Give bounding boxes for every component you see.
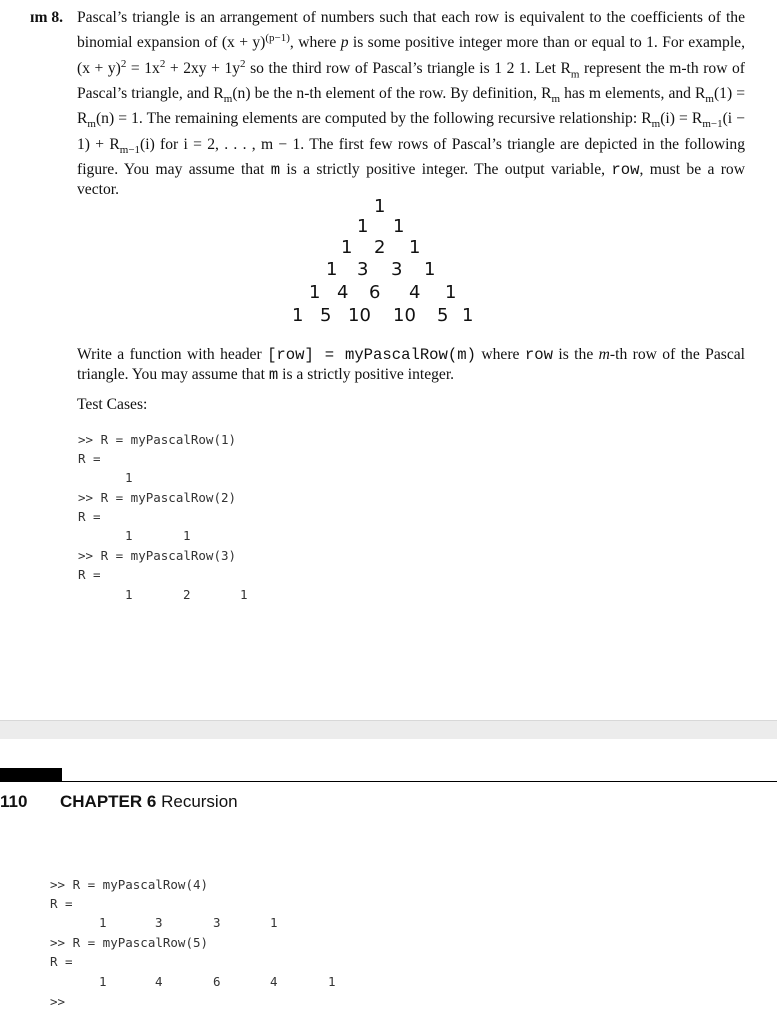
code-value: 4 — [270, 974, 278, 989]
code-value: 1 — [125, 587, 133, 602]
code-value: 3 — [155, 915, 163, 930]
code-prompt: >> — [50, 994, 66, 1009]
triangle-cell: 1 — [409, 237, 421, 258]
triangle-cell: 3 — [357, 259, 369, 280]
code-output-label: R = — [78, 509, 101, 524]
triangle-cell: 1 — [462, 305, 474, 326]
header-rule — [0, 781, 777, 782]
triangle-cell: 3 — [391, 259, 403, 280]
triangle-cell: 2 — [374, 237, 386, 258]
code-value: 6 — [213, 974, 221, 989]
code-value: 1 — [125, 528, 133, 543]
instruction-text: Write a function with header [row] = myPascalRow(m) where row is the m-th row of the Pascal triangle. You may assume that m is a strictly positive integer. — [77, 346, 746, 385]
triangle-cell: 4 — [409, 282, 421, 303]
triangle-cell: 1 — [309, 282, 321, 303]
code-output-label: R = — [50, 954, 73, 969]
triangle-cell: 1 — [445, 282, 457, 303]
code-output-label: R = — [78, 451, 101, 466]
code-value: 1 — [99, 974, 107, 989]
problem-statement: Pascal’s triangle is an arrangement of numbers such that each row is equivalent to the coefficients of the binomial expansion of $(x + y)^{(p-1)}$, where p is some positive integer more than or equal to 1. For example, $(x + y)^2 = 1x^2 + 2xy + 1y^2$ so the third row of Pascal’s triangle is 1 2 1. Let $R_m$ represent the m-th row of Pascal’s triangle, and $R_m(n)$ be the n-th element of the row. By definition, $R_m$ has m elements, and $R_m(1) = R_m(n) = 1$. The remaining elements are computed by the following recursive relationship: $R_m(i) = R_{m-1}(i - 1) + R_{m-1}(i)$ for i = 2, . . . , m − 1. The first few rows of Pascal’s triangle are depicted in the following figure. You may assume that m is a strictly positive integer. The output variable, row, must be a row vector. — [77, 9, 746, 199]
code-command: >> R = myPascalRow(1) — [78, 432, 237, 447]
triangle-cell: 4 — [337, 282, 349, 303]
triangle-cell: 1 — [393, 216, 405, 237]
triangle-cell: 1 — [326, 259, 338, 280]
code-output-label: R = — [78, 567, 101, 582]
code-command: >> R = myPascalRow(2) — [78, 490, 237, 505]
code-value: 4 — [155, 974, 163, 989]
code-value: 2 — [183, 587, 191, 602]
chapter-header: CHAPTER 6 Recursion — [60, 792, 238, 811]
code-value: 1 — [240, 587, 248, 602]
triangle-cell: 1 — [292, 305, 304, 326]
code-command: >> R = myPascalRow(5) — [50, 935, 209, 950]
code-command: >> R = myPascalRow(3) — [78, 548, 237, 563]
triangle-cell: 1 — [341, 237, 353, 258]
code-value: 1 — [328, 974, 336, 989]
triangle-cell: 1 — [374, 196, 386, 217]
code-value: 1 — [183, 528, 191, 543]
triangle-cell: 1 — [357, 216, 369, 237]
code-value: 3 — [213, 915, 221, 930]
triangle-cell: 5 — [437, 305, 449, 326]
triangle-cell: 1 — [424, 259, 436, 280]
triangle-cell: 5 — [320, 305, 332, 326]
page-number: 110 — [0, 792, 28, 811]
triangle-cell: 6 — [369, 282, 381, 303]
test-cases-heading: Test Cases: — [77, 396, 148, 413]
problem-number: ɪm 8. — [30, 9, 64, 26]
code-command: >> R = myPascalRow(4) — [50, 877, 209, 892]
page-break — [0, 720, 777, 739]
code-output-label: R = — [50, 896, 73, 911]
code-value: 1 — [270, 915, 278, 930]
code-value: 1 — [125, 470, 133, 485]
code-value: 1 — [99, 915, 107, 930]
header-black-bar — [0, 768, 62, 782]
triangle-cell: 10 — [393, 305, 416, 326]
triangle-cell: 10 — [348, 305, 371, 326]
